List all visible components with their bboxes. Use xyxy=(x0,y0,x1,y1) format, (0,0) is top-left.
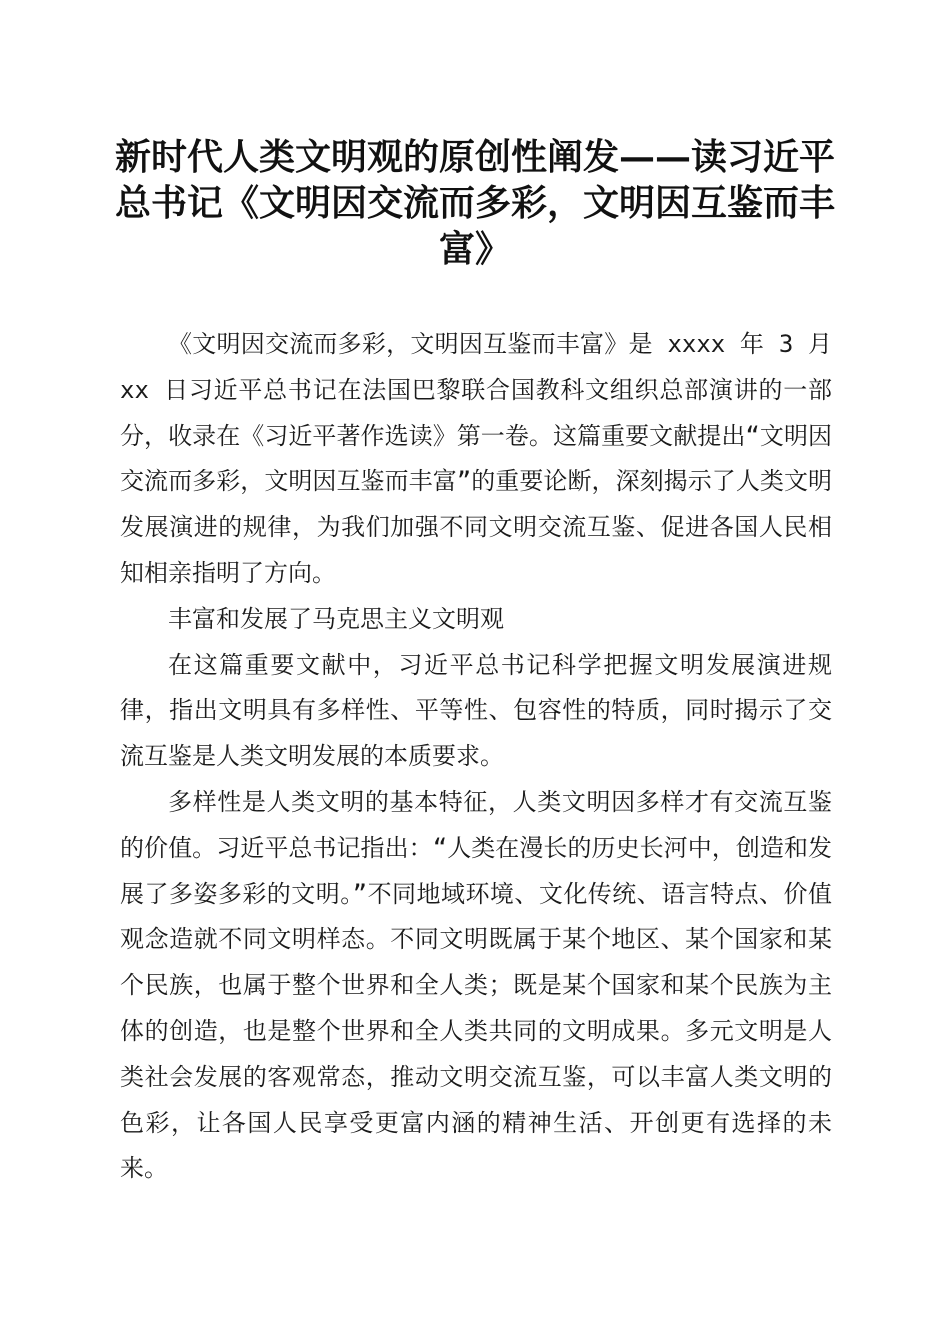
document-title: 新时代人类文明观的原创性阐发——读习近平总书记《文明因交流而多彩，文明因互鉴而丰富》 xyxy=(114,136,835,270)
section-heading: 丰富和发展了马克思主义文明观 xyxy=(168,604,504,633)
paragraph-characteristics: 在这篇重要文献中，习近平总书记科学把握文明发展演进规律，指出文明具有多样性、平等性、包容性的特质，同时揭示了交流互鉴是人类文明发展的本质要求。 xyxy=(120,650,832,771)
paragraph-intro: 《文明因交流而多彩，文明因互鉴而丰富》是 xxxx 年 3 月 xx 日习近平总书记在法国巴黎联合国教科文组织总部演讲的一部分，收录在《习近平著作选读》第一卷。这篇重要文献提出“文明因交流而多彩，文明因互鉴而丰富”的重要论断，深刻揭示了人类文明发展演进的规律，为我们加强不同文明交流互鉴、促进各国人民相知相亲指明了方向。 xyxy=(120,330,832,587)
paragraph-diversity: 多样性是人类文明的基本特征，人类文明因多样才有交流互鉴的价值。习近平总书记指出：“人类在漫长的历史长河中，创造和发展了多姿多彩的文明。”不同地域环境、文化传统、语言特点、价值观念造就不同文明样态。不同文明既属于某个地区、某个国家和某个民族，也属于整个世界和全人类；既是某个国家和某个民族为主体的创造，也是整个世界和全人类共同的文明成果。多元文明是人类社会发展的客观常态，推动文明交流互鉴，可以丰富人类文明的色彩，让各国人民享受更富内涵的精神生活、开创更有选择的未来。 xyxy=(120,787,832,1183)
document-body xyxy=(120,322,832,1192)
